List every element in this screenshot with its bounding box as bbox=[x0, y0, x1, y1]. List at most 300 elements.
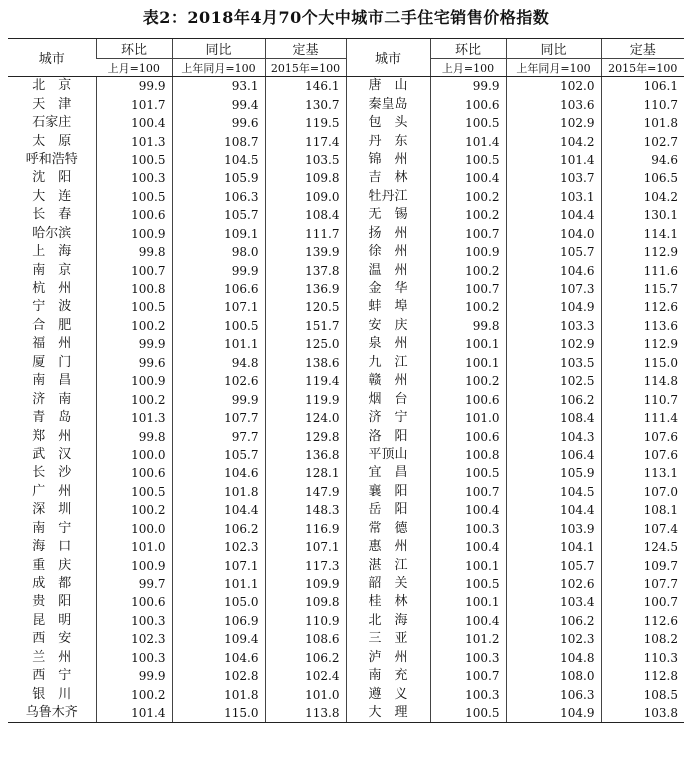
yoy-cell-left: 106.3 bbox=[172, 188, 265, 206]
yoy-cell-left: 99.6 bbox=[172, 114, 265, 132]
city-cell-left: 哈尔滨 bbox=[32, 225, 72, 241]
table-row bbox=[8, 704, 684, 723]
fixed-cell-left: 102.4 bbox=[265, 667, 346, 685]
yoy-cell-left: 109.4 bbox=[172, 630, 265, 648]
mom-cell-left: 99.7 bbox=[96, 575, 172, 593]
mom-cell-right: 100.3 bbox=[430, 649, 506, 667]
fixed-cell-left: 111.7 bbox=[265, 225, 346, 243]
table-row bbox=[8, 317, 684, 335]
table-row bbox=[8, 335, 684, 353]
header-mom-base-left: 上月=100 bbox=[96, 59, 172, 77]
mom-cell-right: 100.6 bbox=[430, 427, 506, 445]
city-cell-left: 南 昌 bbox=[32, 373, 72, 389]
yoy-cell-left: 101.1 bbox=[172, 575, 265, 593]
fixed-cell-right: 111.6 bbox=[601, 261, 684, 279]
mom-cell-left: 100.2 bbox=[96, 317, 172, 335]
fixed-cell-left: 124.0 bbox=[265, 409, 346, 427]
yoy-cell-left: 104.5 bbox=[172, 151, 265, 169]
yoy-cell-left: 107.7 bbox=[172, 409, 265, 427]
fixed-cell-right: 112.6 bbox=[601, 612, 684, 630]
yoy-cell-right: 104.4 bbox=[506, 501, 601, 519]
yoy-cell-left: 99.4 bbox=[172, 95, 265, 113]
yoy-cell-left: 115.0 bbox=[172, 704, 265, 723]
header-yoy-base-left: 上年同月=100 bbox=[172, 59, 265, 77]
yoy-cell-left: 102.3 bbox=[172, 538, 265, 556]
yoy-cell-right: 107.3 bbox=[506, 280, 601, 298]
mom-cell-left: 100.6 bbox=[96, 206, 172, 224]
city-cell-right: 泸 州 bbox=[346, 649, 430, 667]
fixed-cell-left: 137.8 bbox=[265, 261, 346, 279]
mom-cell-right: 100.2 bbox=[430, 261, 506, 279]
yoy-cell-left: 100.5 bbox=[172, 317, 265, 335]
table-row bbox=[8, 354, 684, 372]
yoy-cell-left: 94.8 bbox=[172, 354, 265, 372]
header-yoy-left: 同比 bbox=[172, 39, 265, 59]
fixed-cell-left: 109.0 bbox=[265, 188, 346, 206]
yoy-cell-left: 101.8 bbox=[172, 483, 265, 501]
fixed-cell-left: 110.9 bbox=[265, 612, 346, 630]
table-row bbox=[8, 225, 684, 243]
fixed-cell-right: 114.1 bbox=[601, 225, 684, 243]
table-row bbox=[8, 169, 684, 187]
fixed-cell-left: 136.8 bbox=[265, 446, 346, 464]
table-row bbox=[8, 151, 684, 169]
fixed-cell-left: 146.1 bbox=[265, 77, 346, 96]
mom-cell-right: 100.1 bbox=[430, 556, 506, 574]
yoy-cell-right: 104.2 bbox=[506, 132, 601, 150]
fixed-cell-right: 112.9 bbox=[601, 335, 684, 353]
fixed-cell-right: 107.0 bbox=[601, 483, 684, 501]
city-cell-right: 唐 山 bbox=[346, 77, 430, 96]
mom-cell-right: 100.1 bbox=[430, 354, 506, 372]
fixed-cell-right: 106.5 bbox=[601, 169, 684, 187]
yoy-cell-left: 104.6 bbox=[172, 464, 265, 482]
fixed-cell-right: 130.1 bbox=[601, 206, 684, 224]
city-cell-right: 湛 江 bbox=[346, 556, 430, 574]
mom-cell-right: 100.1 bbox=[430, 335, 506, 353]
city-cell-left: 西 安 bbox=[32, 631, 72, 647]
mom-cell-left: 101.0 bbox=[96, 538, 172, 556]
table-body bbox=[8, 77, 684, 723]
header-mom-right: 环比 bbox=[430, 39, 506, 59]
fixed-cell-right: 110.7 bbox=[601, 95, 684, 113]
fixed-cell-left: 106.2 bbox=[265, 649, 346, 667]
table-row bbox=[8, 501, 684, 519]
mom-cell-left: 100.4 bbox=[96, 114, 172, 132]
city-cell-right: 襄 阳 bbox=[346, 483, 430, 501]
fixed-cell-right: 113.6 bbox=[601, 317, 684, 335]
fixed-cell-right: 112.9 bbox=[601, 243, 684, 261]
yoy-cell-right: 104.3 bbox=[506, 427, 601, 445]
yoy-cell-right: 103.1 bbox=[506, 188, 601, 206]
fixed-cell-right: 107.6 bbox=[601, 446, 684, 464]
yoy-cell-right: 105.9 bbox=[506, 464, 601, 482]
city-cell-left: 南 京 bbox=[32, 262, 72, 278]
table-row bbox=[8, 206, 684, 224]
fixed-cell-right: 108.5 bbox=[601, 685, 684, 703]
city-cell-right: 秦皇岛 bbox=[346, 95, 430, 113]
city-cell-left: 重 庆 bbox=[32, 557, 72, 573]
city-cell-left: 贵 阳 bbox=[32, 594, 72, 610]
city-cell-left: 广 州 bbox=[32, 483, 72, 499]
city-cell-right: 韶 关 bbox=[346, 575, 430, 593]
city-cell-left: 厦 门 bbox=[32, 354, 72, 370]
fixed-cell-left: 138.6 bbox=[265, 354, 346, 372]
yoy-cell-left: 101.1 bbox=[172, 335, 265, 353]
mom-cell-left: 100.2 bbox=[96, 390, 172, 408]
table-row bbox=[8, 95, 684, 113]
mom-cell-right: 100.2 bbox=[430, 372, 506, 390]
city-cell-right: 锦 州 bbox=[346, 151, 430, 169]
header-city-left: 城市 bbox=[8, 39, 96, 77]
mom-cell-left: 101.7 bbox=[96, 95, 172, 113]
fixed-cell-left: 147.9 bbox=[265, 483, 346, 501]
header-city-right: 城市 bbox=[346, 39, 430, 77]
mom-cell-left: 99.9 bbox=[96, 77, 172, 96]
yoy-cell-right: 102.9 bbox=[506, 335, 601, 353]
city-cell-left: 长 沙 bbox=[32, 465, 72, 481]
yoy-cell-left: 109.1 bbox=[172, 225, 265, 243]
table-row bbox=[8, 464, 684, 482]
fixed-cell-left: 117.3 bbox=[265, 556, 346, 574]
yoy-cell-right: 103.7 bbox=[506, 169, 601, 187]
city-cell-right: 扬 州 bbox=[346, 225, 430, 243]
city-cell-left: 西 宁 bbox=[32, 668, 72, 684]
city-cell-left: 昆 明 bbox=[32, 612, 72, 628]
mom-cell-right: 101.2 bbox=[430, 630, 506, 648]
city-cell-right: 徐 州 bbox=[346, 243, 430, 261]
table-row bbox=[8, 243, 684, 261]
mom-cell-left: 100.5 bbox=[96, 188, 172, 206]
fixed-cell-left: 119.5 bbox=[265, 114, 346, 132]
table-row bbox=[8, 280, 684, 298]
mom-cell-left: 102.3 bbox=[96, 630, 172, 648]
yoy-cell-right: 104.5 bbox=[506, 483, 601, 501]
city-cell-right: 济 宁 bbox=[346, 409, 430, 427]
city-cell-left: 郑 州 bbox=[32, 428, 72, 444]
yoy-cell-right: 104.9 bbox=[506, 704, 601, 723]
fixed-cell-left: 125.0 bbox=[265, 335, 346, 353]
header-fixed-base-right: 2015年=100 bbox=[601, 59, 684, 77]
yoy-cell-right: 103.6 bbox=[506, 95, 601, 113]
fixed-cell-left: 109.9 bbox=[265, 575, 346, 593]
yoy-cell-right: 106.3 bbox=[506, 685, 601, 703]
fixed-cell-left: 108.6 bbox=[265, 630, 346, 648]
table-title: 表2：2018年4月70个大中城市二手住宅销售价格指数 bbox=[142, 8, 550, 27]
mom-cell-right: 100.6 bbox=[430, 95, 506, 113]
mom-cell-left: 100.5 bbox=[96, 298, 172, 316]
mom-cell-right: 100.9 bbox=[430, 243, 506, 261]
city-cell-right: 吉 林 bbox=[346, 169, 430, 187]
mom-cell-right: 101.4 bbox=[430, 132, 506, 150]
city-cell-left: 长 春 bbox=[32, 207, 72, 223]
mom-cell-left: 100.3 bbox=[96, 649, 172, 667]
yoy-cell-left: 104.6 bbox=[172, 649, 265, 667]
city-cell-right: 遵 义 bbox=[346, 685, 430, 703]
fixed-cell-left: 130.7 bbox=[265, 95, 346, 113]
mom-cell-left: 100.0 bbox=[96, 520, 172, 538]
header-fixed-left: 定基 bbox=[265, 39, 346, 59]
mom-cell-left: 100.3 bbox=[96, 612, 172, 630]
table-row bbox=[8, 390, 684, 408]
header-yoy-right: 同比 bbox=[506, 39, 601, 59]
mom-cell-left: 100.2 bbox=[96, 501, 172, 519]
yoy-cell-left: 108.7 bbox=[172, 132, 265, 150]
city-cell-right: 九 江 bbox=[346, 354, 430, 372]
fixed-cell-left: 103.5 bbox=[265, 151, 346, 169]
mom-cell-left: 100.8 bbox=[96, 280, 172, 298]
yoy-cell-right: 101.4 bbox=[506, 151, 601, 169]
mom-cell-right: 100.7 bbox=[430, 483, 506, 501]
yoy-cell-left: 107.1 bbox=[172, 556, 265, 574]
fixed-cell-left: 148.3 bbox=[265, 501, 346, 519]
mom-cell-right: 100.3 bbox=[430, 685, 506, 703]
table-row bbox=[8, 630, 684, 648]
fixed-cell-left: 101.0 bbox=[265, 685, 346, 703]
city-cell-right: 平顶山 bbox=[346, 446, 430, 464]
yoy-cell-right: 104.9 bbox=[506, 298, 601, 316]
yoy-cell-right: 104.6 bbox=[506, 261, 601, 279]
table-row bbox=[8, 593, 684, 611]
mom-cell-left: 99.9 bbox=[96, 335, 172, 353]
fixed-cell-left: 151.7 bbox=[265, 317, 346, 335]
fixed-cell-right: 101.8 bbox=[601, 114, 684, 132]
yoy-cell-left: 93.1 bbox=[172, 77, 265, 96]
fixed-cell-right: 106.1 bbox=[601, 77, 684, 96]
fixed-cell-right: 110.3 bbox=[601, 649, 684, 667]
table-row bbox=[8, 372, 684, 390]
table-row bbox=[8, 298, 684, 316]
fixed-cell-left: 129.8 bbox=[265, 427, 346, 445]
header-mom-left: 环比 bbox=[96, 39, 172, 59]
table-row bbox=[8, 409, 684, 427]
table-row bbox=[8, 538, 684, 556]
city-cell-left: 呼和浩特 bbox=[25, 151, 78, 167]
yoy-cell-right: 102.6 bbox=[506, 575, 601, 593]
fixed-cell-right: 112.8 bbox=[601, 667, 684, 685]
mom-cell-left: 100.7 bbox=[96, 261, 172, 279]
mom-cell-left: 99.8 bbox=[96, 243, 172, 261]
city-cell-right: 北 海 bbox=[346, 612, 430, 630]
city-cell-right: 金 华 bbox=[346, 280, 430, 298]
mom-cell-left: 99.8 bbox=[96, 427, 172, 445]
mom-cell-right: 100.5 bbox=[430, 151, 506, 169]
city-cell-right: 岳 阳 bbox=[346, 501, 430, 519]
city-cell-right: 赣 州 bbox=[346, 372, 430, 390]
yoy-cell-right: 105.7 bbox=[506, 556, 601, 574]
table-row bbox=[8, 114, 684, 132]
mom-cell-left: 100.3 bbox=[96, 169, 172, 187]
price-index-table bbox=[8, 38, 684, 723]
city-cell-right: 宜 昌 bbox=[346, 464, 430, 482]
table-row bbox=[8, 649, 684, 667]
table-row bbox=[8, 667, 684, 685]
city-cell-right: 牡丹江 bbox=[346, 188, 430, 206]
yoy-cell-right: 104.8 bbox=[506, 649, 601, 667]
city-cell-right: 常 德 bbox=[346, 520, 430, 538]
header-fixed-right: 定基 bbox=[601, 39, 684, 59]
city-cell-right: 丹 东 bbox=[346, 132, 430, 150]
fixed-cell-right: 108.1 bbox=[601, 501, 684, 519]
table-row bbox=[8, 427, 684, 445]
table-row bbox=[8, 575, 684, 593]
yoy-cell-left: 105.0 bbox=[172, 593, 265, 611]
yoy-cell-left: 102.8 bbox=[172, 667, 265, 685]
fixed-cell-right: 111.4 bbox=[601, 409, 684, 427]
city-cell-left: 兰 州 bbox=[32, 649, 72, 665]
table-row bbox=[8, 520, 684, 538]
mom-cell-right: 100.5 bbox=[430, 704, 506, 723]
city-cell-left: 太 原 bbox=[32, 133, 72, 149]
city-cell-left: 大 连 bbox=[32, 188, 72, 204]
mom-cell-left: 101.3 bbox=[96, 409, 172, 427]
yoy-cell-left: 106.6 bbox=[172, 280, 265, 298]
fixed-cell-right: 103.8 bbox=[601, 704, 684, 723]
city-cell-right: 安 庆 bbox=[346, 317, 430, 335]
mom-cell-left: 100.9 bbox=[96, 372, 172, 390]
fixed-cell-right: 113.1 bbox=[601, 464, 684, 482]
table-row bbox=[8, 132, 684, 150]
fixed-cell-left: 120.5 bbox=[265, 298, 346, 316]
mom-cell-left: 100.6 bbox=[96, 593, 172, 611]
table-row bbox=[8, 446, 684, 464]
mom-cell-right: 100.2 bbox=[430, 206, 506, 224]
mom-cell-right: 101.0 bbox=[430, 409, 506, 427]
fixed-cell-right: 107.6 bbox=[601, 427, 684, 445]
yoy-cell-right: 102.5 bbox=[506, 372, 601, 390]
fixed-cell-right: 109.7 bbox=[601, 556, 684, 574]
fixed-cell-right: 112.6 bbox=[601, 298, 684, 316]
city-cell-left: 济 南 bbox=[32, 391, 72, 407]
fixed-cell-right: 108.2 bbox=[601, 630, 684, 648]
yoy-cell-right: 103.4 bbox=[506, 593, 601, 611]
fixed-cell-right: 110.7 bbox=[601, 390, 684, 408]
mom-cell-left: 100.0 bbox=[96, 446, 172, 464]
yoy-cell-right: 106.2 bbox=[506, 612, 601, 630]
city-cell-left: 北 京 bbox=[32, 78, 72, 94]
header-fixed-base-left: 2015年=100 bbox=[265, 59, 346, 77]
mom-cell-right: 100.6 bbox=[430, 390, 506, 408]
yoy-cell-left: 99.9 bbox=[172, 390, 265, 408]
city-cell-left: 成 都 bbox=[32, 576, 72, 592]
yoy-cell-right: 104.1 bbox=[506, 538, 601, 556]
city-cell-right: 惠 州 bbox=[346, 538, 430, 556]
city-cell-right: 温 州 bbox=[346, 261, 430, 279]
city-cell-right: 三 亚 bbox=[346, 630, 430, 648]
mom-cell-left: 99.6 bbox=[96, 354, 172, 372]
fixed-cell-right: 102.7 bbox=[601, 132, 684, 150]
city-cell-left: 合 肥 bbox=[32, 317, 72, 333]
header-mom-base-right: 上月=100 bbox=[430, 59, 506, 77]
mom-cell-right: 100.5 bbox=[430, 464, 506, 482]
fixed-cell-right: 107.7 bbox=[601, 575, 684, 593]
fixed-cell-left: 109.8 bbox=[265, 593, 346, 611]
mom-cell-left: 100.9 bbox=[96, 225, 172, 243]
table-row bbox=[8, 483, 684, 501]
yoy-cell-left: 105.7 bbox=[172, 446, 265, 464]
city-cell-right: 南 充 bbox=[346, 667, 430, 685]
fixed-cell-left: 116.9 bbox=[265, 520, 346, 538]
yoy-cell-right: 104.0 bbox=[506, 225, 601, 243]
city-cell-right: 洛 阳 bbox=[346, 427, 430, 445]
yoy-cell-right: 103.5 bbox=[506, 354, 601, 372]
yoy-cell-right: 104.4 bbox=[506, 206, 601, 224]
table-row bbox=[8, 188, 684, 206]
yoy-cell-left: 105.9 bbox=[172, 169, 265, 187]
table-row bbox=[8, 77, 684, 96]
mom-cell-left: 101.3 bbox=[96, 132, 172, 150]
fixed-cell-right: 104.2 bbox=[601, 188, 684, 206]
city-cell-left: 沈 阳 bbox=[32, 170, 72, 186]
city-cell-left: 青 岛 bbox=[32, 410, 72, 426]
mom-cell-left: 100.6 bbox=[96, 464, 172, 482]
mom-cell-left: 100.9 bbox=[96, 556, 172, 574]
mom-cell-right: 100.1 bbox=[430, 593, 506, 611]
city-cell-left: 石家庄 bbox=[32, 115, 72, 131]
fixed-cell-right: 107.4 bbox=[601, 520, 684, 538]
yoy-cell-left: 107.1 bbox=[172, 298, 265, 316]
city-cell-left: 天 津 bbox=[32, 96, 72, 112]
table-row bbox=[8, 261, 684, 279]
fixed-cell-right: 115.0 bbox=[601, 354, 684, 372]
yoy-cell-right: 106.2 bbox=[506, 390, 601, 408]
yoy-cell-right: 106.4 bbox=[506, 446, 601, 464]
city-cell-left: 深 圳 bbox=[32, 502, 72, 518]
yoy-cell-left: 104.4 bbox=[172, 501, 265, 519]
city-cell-left: 武 汉 bbox=[32, 446, 72, 462]
header-yoy-base-right: 上年同月=100 bbox=[506, 59, 601, 77]
city-cell-right: 大 理 bbox=[346, 704, 430, 723]
city-cell-left: 福 州 bbox=[32, 336, 72, 352]
yoy-cell-left: 98.0 bbox=[172, 243, 265, 261]
fixed-cell-left: 107.1 bbox=[265, 538, 346, 556]
city-cell-right: 烟 台 bbox=[346, 390, 430, 408]
city-cell-right: 泉 州 bbox=[346, 335, 430, 353]
fixed-cell-left: 108.4 bbox=[265, 206, 346, 224]
mom-cell-right: 100.4 bbox=[430, 612, 506, 630]
yoy-cell-right: 102.3 bbox=[506, 630, 601, 648]
fixed-cell-left: 136.9 bbox=[265, 280, 346, 298]
mom-cell-right: 100.2 bbox=[430, 298, 506, 316]
table-row bbox=[8, 612, 684, 630]
yoy-cell-right: 103.3 bbox=[506, 317, 601, 335]
fixed-cell-left: 113.8 bbox=[265, 704, 346, 723]
yoy-cell-right: 102.9 bbox=[506, 114, 601, 132]
yoy-cell-right: 105.7 bbox=[506, 243, 601, 261]
fixed-cell-left: 128.1 bbox=[265, 464, 346, 482]
city-cell-left: 上 海 bbox=[32, 244, 72, 260]
yoy-cell-right: 102.0 bbox=[506, 77, 601, 96]
yoy-cell-right: 103.9 bbox=[506, 520, 601, 538]
yoy-cell-right: 108.4 bbox=[506, 409, 601, 427]
header-row-primary bbox=[8, 39, 684, 59]
yoy-cell-left: 102.6 bbox=[172, 372, 265, 390]
city-cell-left: 海 口 bbox=[32, 539, 72, 555]
mom-cell-right: 99.8 bbox=[430, 317, 506, 335]
yoy-cell-left: 105.7 bbox=[172, 206, 265, 224]
mom-cell-right: 100.3 bbox=[430, 520, 506, 538]
yoy-cell-left: 97.7 bbox=[172, 427, 265, 445]
yoy-cell-left: 106.9 bbox=[172, 612, 265, 630]
city-cell-right: 无 锡 bbox=[346, 206, 430, 224]
table-row bbox=[8, 556, 684, 574]
mom-cell-right: 100.2 bbox=[430, 188, 506, 206]
mom-cell-left: 99.9 bbox=[96, 667, 172, 685]
city-cell-right: 桂 林 bbox=[346, 593, 430, 611]
fixed-cell-right: 100.7 bbox=[601, 593, 684, 611]
yoy-cell-right: 108.0 bbox=[506, 667, 601, 685]
fixed-cell-left: 139.9 bbox=[265, 243, 346, 261]
